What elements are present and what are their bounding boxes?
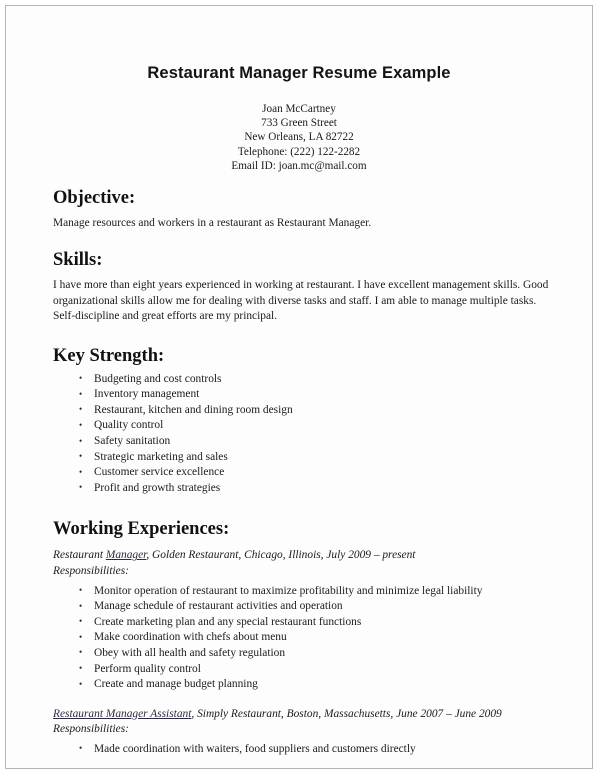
contact-email: Email ID: joan.mc@mail.com	[231, 159, 367, 172]
jobs-container	[53, 548, 554, 757]
job-title-link[interactable]: Restaurant Manager Assistant	[53, 707, 192, 720]
contact-city-state-zip: New Orleans, LA 82722	[244, 131, 354, 144]
list-item: • Strategic marketing and sales	[79, 450, 554, 466]
job-title-line: Restaurant Manager, Golden Restaurant, Chicago, Illinois, July 2009 – present	[53, 549, 416, 562]
list-item: • Manage schedule of restaurant activities and operation	[79, 599, 554, 615]
list-item: • Restaurant, kitchen and dining room design	[79, 403, 554, 419]
list-item: • Obey with all health and safety regulation	[79, 646, 554, 662]
list-item: • Monitor operation of restaurant to maximize profitability and minimize legal liability	[79, 584, 554, 600]
skills-text: I have more than eight years experienced in working at restaurant. I have excellent management skills. Good organizational skills allow me for dealing with diverse tasks and staff. I am able to manage multiple tasks. Self-discipline and great efforts are my principal.	[53, 279, 549, 323]
resume-page	[5, 5, 593, 769]
job-title-link[interactable]: Manager	[105, 549, 147, 562]
job-title-line: Restaurant Manager Assistant, Simply Restaurant, Boston, Massachusetts, June 2007 – June 2009	[53, 707, 502, 720]
objective-heading: Objective:	[53, 188, 136, 209]
contact-street: 733 Green Street	[261, 117, 337, 130]
list-item: • Made coordination with waiters, food suppliers and customers directly	[79, 742, 554, 758]
responsibilities-list	[53, 584, 554, 693]
page-title: Restaurant Manager Resume Example	[147, 64, 451, 82]
page-content	[6, 6, 592, 768]
responsibilities-label: Responsibilities:	[53, 564, 129, 577]
contact-telephone: Telephone: (222) 122-2282	[237, 145, 361, 158]
list-item: • Customer service excellence	[79, 465, 554, 481]
list-item: • Inventory management	[79, 387, 554, 403]
list-item: • Safety sanitation	[79, 434, 554, 450]
list-item: • Create and manage budget planning	[79, 677, 554, 693]
working-experiences-heading: Working Experiences:	[53, 519, 230, 540]
objective-text: Manage resources and workers in a restaurant as Restaurant Manager.	[53, 217, 372, 230]
job-entry	[53, 548, 554, 692]
list-item: • Create marketing plan and any special restaurant functions	[79, 615, 554, 631]
section-working-experiences	[53, 518, 554, 757]
responsibilities-list	[53, 742, 554, 758]
list-item: • Perform quality control	[79, 662, 554, 678]
skills-heading: Skills:	[53, 250, 103, 271]
section-key-strength	[53, 345, 554, 497]
contact-name: Joan McCartney	[262, 103, 336, 115]
resume-body	[6, 187, 592, 758]
list-item: • Make coordination with chefs about menu	[79, 630, 554, 646]
section-objective	[53, 187, 554, 231]
key-strength-heading: Key Strength:	[53, 345, 165, 366]
key-strength-list	[53, 372, 554, 497]
job-entry	[53, 707, 554, 758]
list-item: • Profit and growth strategies	[79, 481, 554, 497]
contact-block	[6, 102, 592, 173]
list-item: • Budgeting and cost controls	[79, 372, 554, 388]
section-skills	[53, 249, 554, 324]
responsibilities-label: Responsibilities:	[53, 722, 129, 735]
list-item: • Quality control	[79, 418, 554, 434]
